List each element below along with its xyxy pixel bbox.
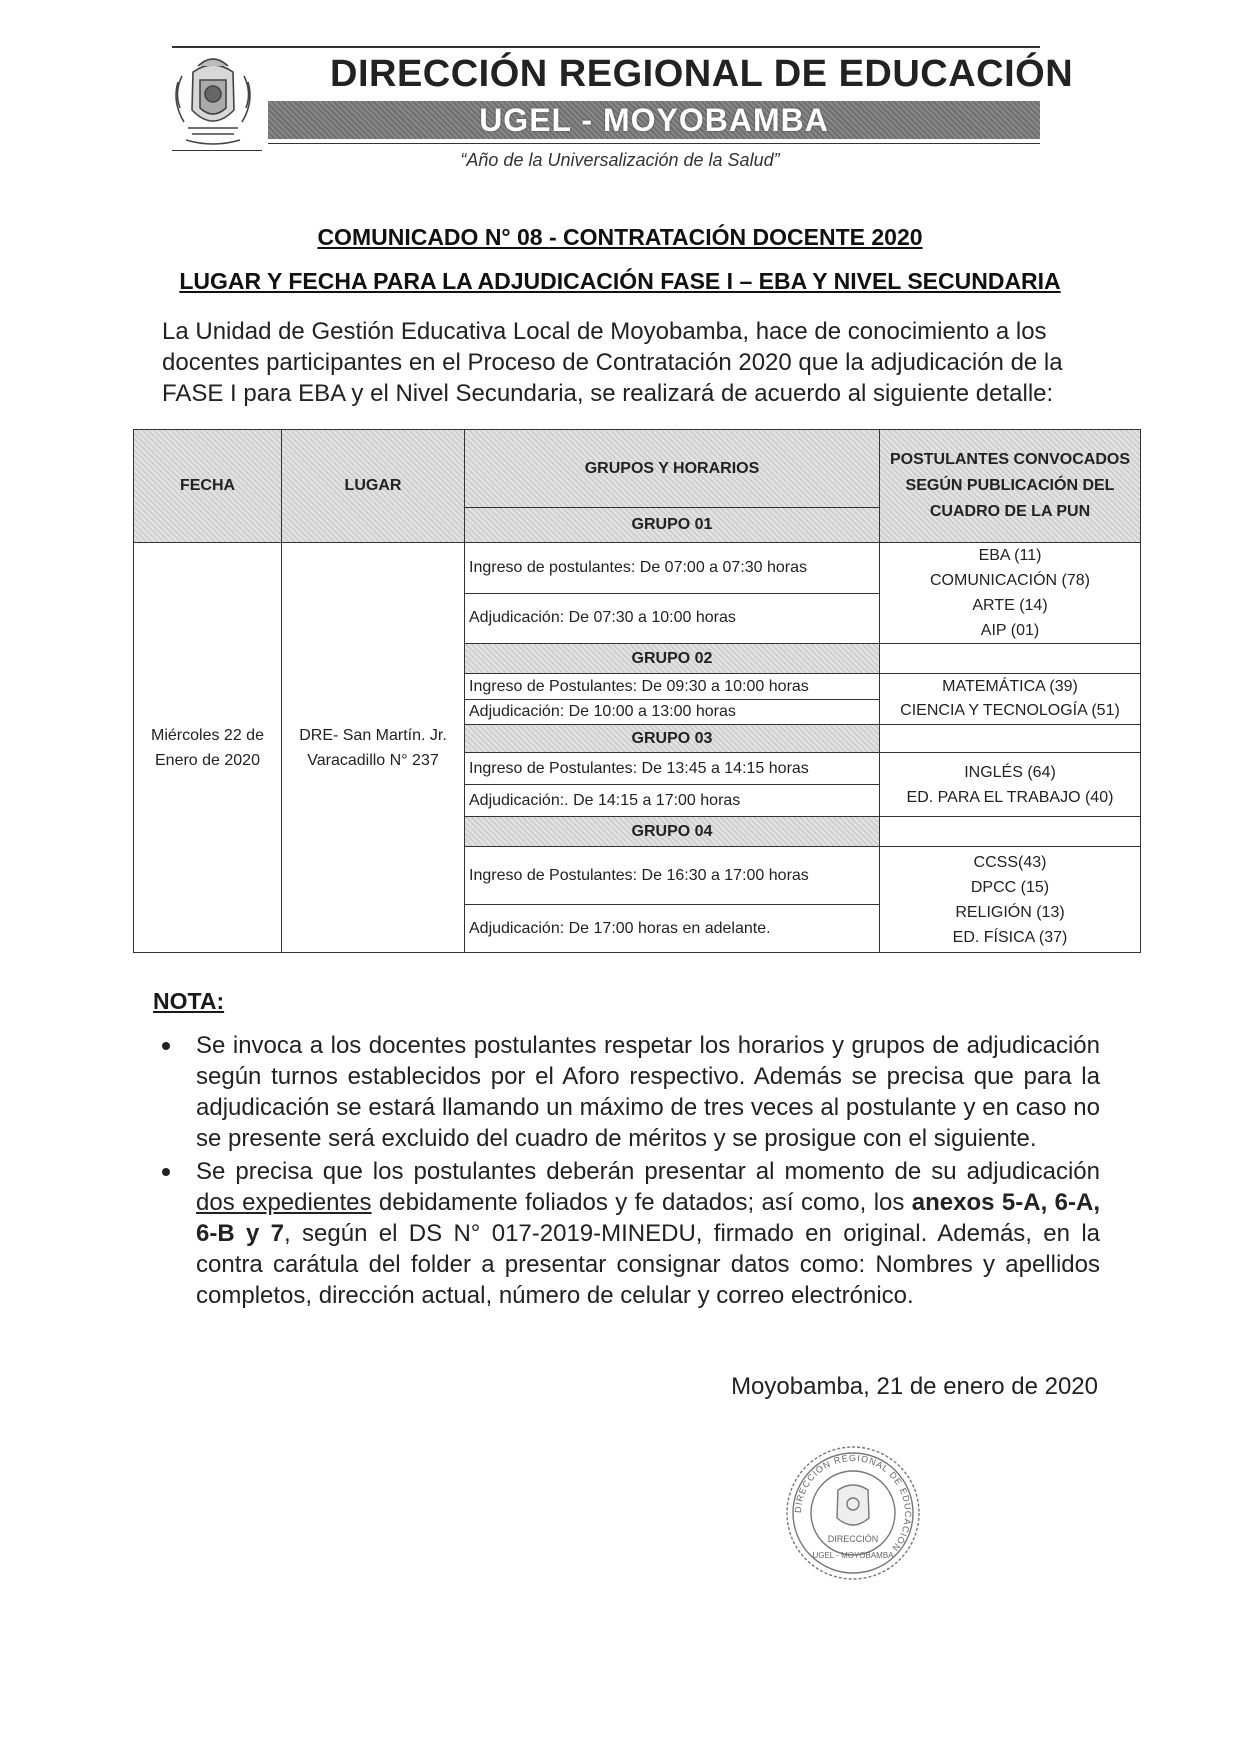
place-cell: DRE- San Martín. Jr. Varacadillo N° 237 [282,543,465,953]
group-label: GRUPO 04 [465,817,880,847]
applicant-item: ED. PARA EL TRABAJO (40) [906,788,1114,806]
note-bold-text: anexos 5-A, 6-A, 6-B y 7 [196,1189,1100,1247]
applicant-item: COMUNICACIÓN (78) [929,572,1090,589]
group-label: GRUPO 01 [465,508,880,543]
group-label: GRUPO 02 [465,644,880,674]
applicant-item: CCSS(43) [973,853,1047,871]
applicant-item: ARTE (14) [972,597,1048,614]
group-entry-time: Ingreso de postulantes: De 07:00 a 07:30 horas [465,543,880,594]
note-list [160,1030,1100,1313]
group-applicants [880,674,1141,725]
note-title: NOTA: [153,988,225,1014]
note-text: Se precisa que los postulantes deberán presentar al momento de su adjudicación [196,1158,1100,1185]
group-award-time: Adjudicación: De 10:00 a 13:00 horas [465,700,880,725]
applicant-item: EBA (11) [978,547,1042,564]
coat-of-arms-icon [168,52,258,148]
place-and-date: Moyobamba, 21 de enero de 2020 [731,1373,1098,1400]
document-title: COMUNICADO N° 08 - CONTRATACIÓN DOCENTE 2020 [317,224,923,250]
schedule-table [133,429,1141,953]
applicant-item: INGLÉS (64) [964,763,1056,781]
seal-ring-text: DIRECCIÓN REGIONAL DE EDUCACIÓN [792,1452,914,1554]
date-cell: Miércoles 22 de Enero de 2020 [134,543,282,953]
empty-cell [880,644,1141,674]
note-underlined-text: dos expedientes [196,1189,372,1216]
group-award-time: Adjudicación:. De 14:15 a 17:00 horas [465,785,880,817]
header-fecha: FECHA [134,430,282,543]
note-text: , según el DS N° 017-2019-MINEDU, firmado en original. Además, en la contra carátula del folder a presentar consignar datos como: Nombres y apellidos completos, dirección actual, número de celular y correo electrónico. [196,1220,1101,1309]
header-bottom-rule [268,143,1040,144]
official-seal-icon [782,1440,924,1586]
document-subtitle: LUGAR Y FECHA PARA LA ADJUDICACIÓN FASE I – EBA Y NIVEL SECUNDARIA [179,268,1061,294]
note-item [160,1156,1100,1311]
header-lugar: LUGAR [282,430,465,543]
seal-bottom-text: UGEL - MOYOBAMBA [812,1551,894,1560]
header-postulantes: POSTULANTES CONVOCADOS SEGÚN PUBLICACIÓN DEL CUADRO DE LA PUN [880,430,1141,543]
year-motto: “Año de la Universalización de la Salud” [460,150,780,170]
seal-inner-text: DIRECCIÓN [827,1534,879,1544]
header-top-rule [172,46,1040,48]
group-entry-time: Ingreso de Postulantes: De 16:30 a 17:00 horas [465,847,880,905]
intro-paragraph: La Unidad de Gestión Educativa Local de Moyobamba, hace de conocimiento a los docentes participantes en el Proceso de Contratación 2020 que la adjudicación de la FASE I para EBA y el Nivel Secundaria, se realizará de acuerdo al siguiente detalle: [162,318,1063,407]
ugel-banner [268,101,1040,139]
header-grupos: GRUPOS Y HORARIOS [465,430,880,508]
applicant-item: RELIGIÓN (13) [955,903,1065,921]
empty-cell [880,817,1141,847]
empty-cell [880,725,1141,753]
group-award-time: Adjudicación: De 17:00 horas en adelante. [465,905,880,953]
applicant-item: ED. FÍSICA (37) [952,928,1068,946]
group-entry-time: Ingreso de Postulantes: De 09:30 a 10:00 horas [465,674,880,700]
note-text: debidamente foliados y fe datados; así como, los [371,1189,912,1216]
group-entry-time: Ingreso de Postulantes: De 13:45 a 14:15 horas [465,753,880,785]
institution-name: DIRECCIÓN REGIONAL DE EDUCACIÓN [330,53,1074,95]
applicant-item: AIP (01) [980,622,1040,639]
group-award-time: Adjudicación: De 07:30 a 10:00 horas [465,593,880,644]
group-applicants [880,847,1141,953]
ugel-name: UGEL - MOYOBAMBA [479,101,829,138]
group-label: GRUPO 03 [465,725,880,753]
note-item: Se invoca a los docentes postulantes respetar los horarios y grupos de adjudicación según turnos establecidos por el Aforo respectivo. Además se precisa que para la adjudicación se estará llamando un máximo de tres veces al postulante y en caso no se presente será excluido del cuadro de méritos y se prosigue con el siguiente. [160,1030,1100,1154]
group-applicants [880,753,1141,817]
group-applicants [880,543,1141,644]
applicant-item: MATEMÁTICA (39) [942,678,1078,695]
applicant-item: CIENCIA Y TECNOLOGÍA (51) [900,702,1120,719]
applicant-item: DPCC (15) [970,878,1050,896]
